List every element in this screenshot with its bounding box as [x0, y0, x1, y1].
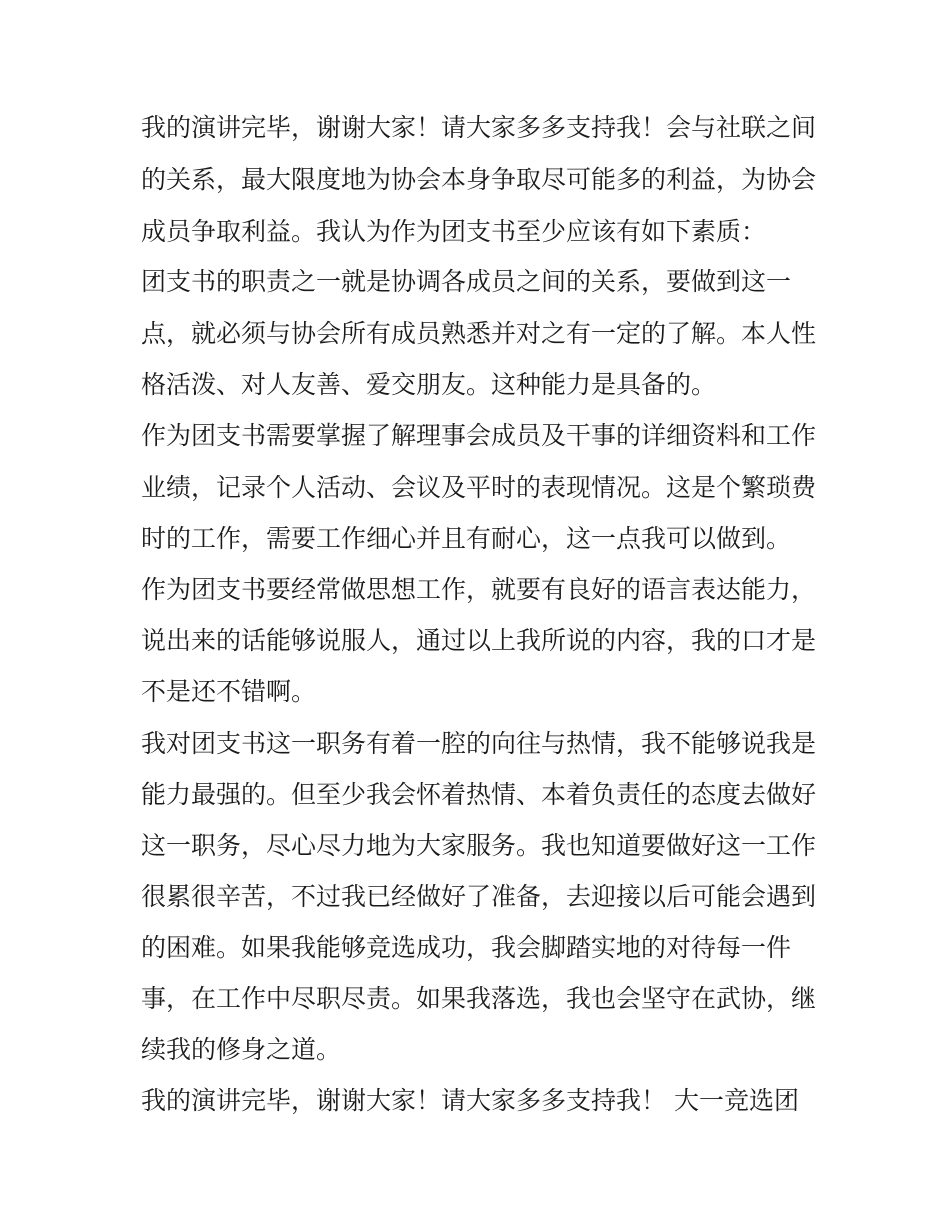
text-line: 这一职务，尽心尽力地为大家服务。我也知道要做好这一工作 — [141, 831, 817, 860]
text-line: 作为团支书要经常做思想工作，就要有良好的语言表达能力， — [141, 575, 817, 604]
text-line: 格活泼、对人友善、爱交朋友。这种能力是具备的。 — [141, 370, 717, 399]
text-line: 团支书的职责之一就是协调各成员之间的关系，要做到这一 — [141, 267, 792, 296]
text-line: 能力最强的。但至少我会怀着热情、本着负责任的态度去做好 — [141, 780, 817, 809]
text-line: 业绩，记录个人活动、会议及平时的表现情况。这是个繁琐费 — [141, 473, 817, 502]
text-line: 事，在工作中尽职尽责。如果我落选，我也会坚守在武协，继 — [141, 984, 817, 1013]
text-line: 的困难。如果我能够竞选成功，我会脚踏实地的对待每一件 — [141, 933, 792, 962]
text-line: 说出来的话能够说服人，通过以上我所说的内容，我的口才是 — [141, 626, 817, 655]
text-line: 我对团支书这一职务有着一腔的向往与热情，我不能够说我是 — [141, 729, 817, 758]
text-line: 成员争取利益。我认为作为团支书至少应该有如下素质： — [141, 217, 767, 246]
text-line: 点，就必须与协会所有成员熟悉并对之有一定的了解。本人性 — [141, 319, 817, 348]
text-line: 续我的修身之道。 — [141, 1035, 342, 1064]
text-line: 时的工作，需要工作细心并且有耐心，这一点我可以做到。 — [141, 524, 792, 553]
text-line: 很累很辛苦，不过我已经做好了准备，去迎接以后可能会遇到 — [141, 882, 817, 911]
text-line: 我的演讲完毕，谢谢大家！请大家多多支持我！ 大一竞选团 — [141, 1086, 799, 1115]
text-line: 不是还不错啊。 — [141, 677, 317, 706]
text-line: 我的演讲完毕，谢谢大家！请大家多多支持我！会与社联之间 — [141, 113, 817, 142]
text-line: 的关系，最大限度地为协会本身争取尽可能多的利益，为协会 — [141, 165, 817, 194]
text-line: 作为团支书需要掌握了解理事会成员及干事的详细资料和工作 — [141, 421, 817, 450]
